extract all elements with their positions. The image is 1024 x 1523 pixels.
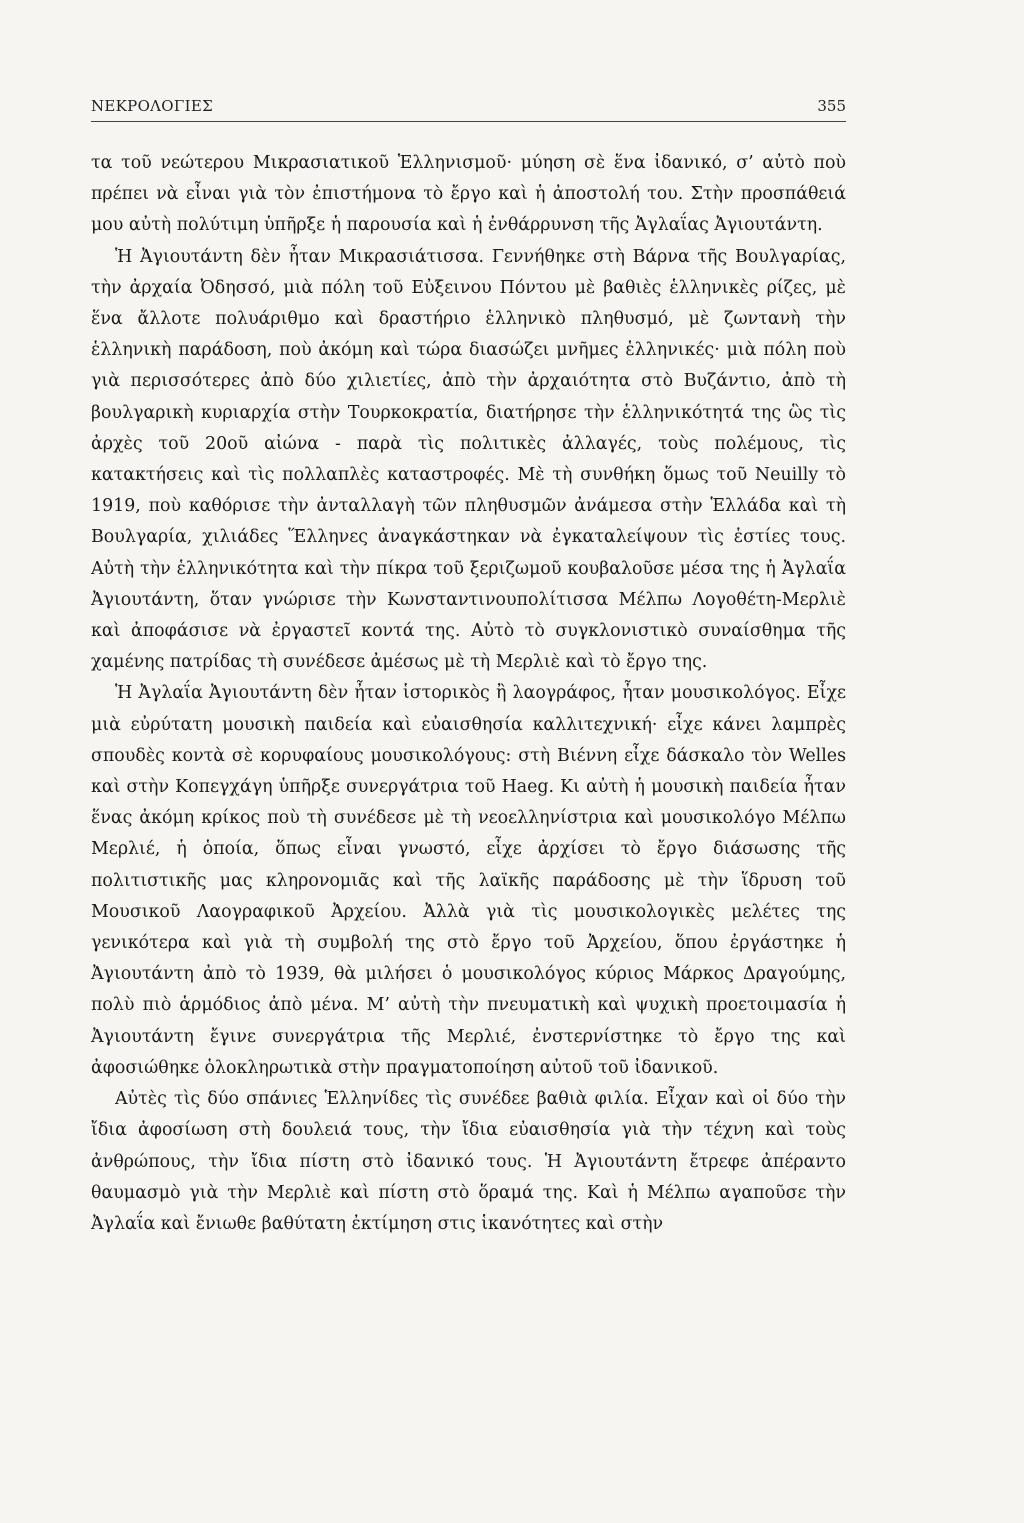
paragraph-1: τα τοῦ νεώτερου Μικρασιατικοῦ Ἑλληνισμοῦ· μύηση σὲ ἕνα ἰδανικό, σ’ αὐτὸ ποὺ πρέπει νὰ εἶναι γιὰ τὸν ἐπιστήμονα τὸ ἔργο καὶ ἡ ἀποστολή του. Στὴν προσπάθειά μου αὐτὴ πολύτιμη ὑπῆρξε ἡ παρουσία καὶ ἡ ἐνθάρρυνση τῆς Ἀγλαΐας Ἀγιουτάντη. bbox=[91, 153, 846, 236]
running-head-title: ΝΕΚΡΟΛΟΓΙΕΣ bbox=[91, 97, 213, 115]
running-head bbox=[91, 95, 846, 122]
body-text bbox=[91, 148, 846, 1240]
page-number: 355 bbox=[817, 97, 846, 115]
paragraph-3: Ἡ Ἀγλαΐα Ἀγιουτάντη δὲν ἦταν ἱστορικὸς ἢ λαογράφος, ἦταν μουσικολόγος. Εἶχε μιὰ εὐρύτατη μουσικὴ παιδεία καὶ εὐαισθησία καλλιτεχνική· εἶχε κάνει λαμπρὲς σπουδὲς κοντὰ σὲ κορυφαίους μουσικολόγους: στὴ Βιέννη εἶχε δάσκαλο τὸν Welles καὶ στὴν Κοπεγχάγη ὑπῆρξε συνεργάτρια τοῦ Haeg. Κι αὐτὴ ἡ μουσικὴ παιδεία ἦταν ἕνας ἀκόμη κρίκος ποὺ τὴ συνέδεσε μὲ τὴ νεοελληνίστρια καὶ μουσικολόγο Μέλπω Μερλιέ, ἡ ὁποία, ὅπως εἶναι γνωστό, εἶχε ἀρχίσει τὸ ἔργο διάσωσης τῆς πολιτιστικῆς μας κληρονομιᾶς καὶ τῆς λαϊκῆς παράδοσης μὲ τὴν ἵδρυση τοῦ Μουσικοῦ Λαογραφικοῦ Ἀρχείου. Ἀλλὰ γιὰ τὶς μουσικολογικὲς μελέτες της γενικότερα καὶ γιὰ τὴ συμβολή της στὸ ἔργο τοῦ Ἀρχείου, ὅπου ἐργάστηκε ἡ Ἀγιουτάντη ἀπὸ τὸ 1939, θὰ μιλήσει ὁ μουσικολόγος κύριος Μάρκος Δραγούμης, πολὺ πιὸ ἁρμόδιος ἀπὸ μένα. Μ’ αὐτὴ τὴν πνευματικὴ καὶ ψυχικὴ προετοιμασία ἡ Ἀγιουτάντη ἔγινε συνεργάτρια τῆς Μερλιέ, ἐνστερνίστηκε τὸ ἔργο της καὶ ἀφοσιώθηκε ὁλοκληρωτικὰ στὴν πραγματοποίηση αὐτοῦ τοῦ ἰδανικοῦ. bbox=[91, 683, 846, 1078]
paragraph-2: Ἡ Ἀγιουτάντη δὲν ἦταν Μικρασιάτισσα. Γεννήθηκε στὴ Βάρνα τῆς Βουλγαρίας, τὴν ἀρχαία Ὀδησσό, μιὰ πόλη τοῦ Εὐξεινου Πόντου μὲ βαθιὲς ἑλληνικὲς ρίζες, μὲ ἕνα ἄλλοτε πολυάριθμο καὶ δραστήριο ἑλληνικὸ πληθυσμό, μὲ ζωντανὴ τὴν ἑλληνικὴ παράδοση, ποὺ ἀκόμη καὶ τώρα διασώζει μνῆμες ἑλληνικές· μιὰ πόλη ποὺ γιὰ περισσότερες ἀπὸ δύο χιλιετίες, ἀπὸ τὴν ἀρχαιότητα στὸ Βυζάντιο, ἀπὸ τὴ βουλγαρικὴ κυριαρχία στὴν Τουρκοκρατία, διατήρησε τὴν ἑλληνικότητά της ὣς τὶς ἀρχὲς τοῦ 20οῦ αἰώνα - παρὰ τὶς πολιτικὲς ἀλλαγές, τοὺς πολέμους, τὶς κατακτήσεις καὶ τὶς πολλαπλὲς καταστροφές. Μὲ τὴ συνθήκη ὅμως τοῦ Neuilly τὸ 1919, ποὺ καθόρισε τὴν ἀνταλλαγὴ τῶν πληθυσμῶν ἀνάμεσα στὴν Ἑλλάδα καὶ τὴ Βουλγαρία, χιλιάδες Ἕλληνες ἀναγκάστηκαν νὰ ἐγκαταλείψουν τὶς ἑστίες τους. Αὐτὴ τὴν ἑλληνικότητα καὶ τὴν πίκρα τοῦ ξεριζωμοῦ κουβαλοῦσε μέσα της ἡ Ἀγλαΐα Ἀγιουτάντη, ὅταν γνώρισε τὴν Κωνσταντινουπολίτισσα Μέλπω Λογοθέτη-Μερλιὲ καὶ ἀποφάσισε νὰ ἐργαστεῖ κοντά της. Αὐτὸ τὸ συγκλονιστικὸ συναίσθημα τῆς χαμένης πατρίδας τὴ συνέδεσε ἀμέσως μὲ τὴ Μερλιὲ καὶ τὸ ἔργο της. bbox=[91, 246, 846, 673]
paragraph-4: Αὐτὲς τὶς δύο σπάνιες Ἑλληνίδες τὶς συνέδεε βαθιὰ φιλία. Εἶχαν καὶ οἱ δύο τὴν ἴδια ἀφοσίωση στὴ δουλειά τους, τὴν ἴδια εὐαισθησία γιὰ τὴν τέχνη καὶ τοὺς ἀνθρώπους, τὴν ἴδια πίστη στὸ ἰδανικό τους. Ἡ Ἀγιουτάντη ἔτρεφε ἀπέραντο θαυμασμὸ γιὰ τὴν Μερλιὲ καὶ πίστη στὸ ὅραμά της. Καὶ ἡ Μέλπω αγαποῦσε τὴν Ἀγλαΐα καὶ ἔνιωθε βαθύτατη ἐκτίμηση στις ἱκανότητες καὶ στὴν bbox=[91, 1089, 846, 1234]
